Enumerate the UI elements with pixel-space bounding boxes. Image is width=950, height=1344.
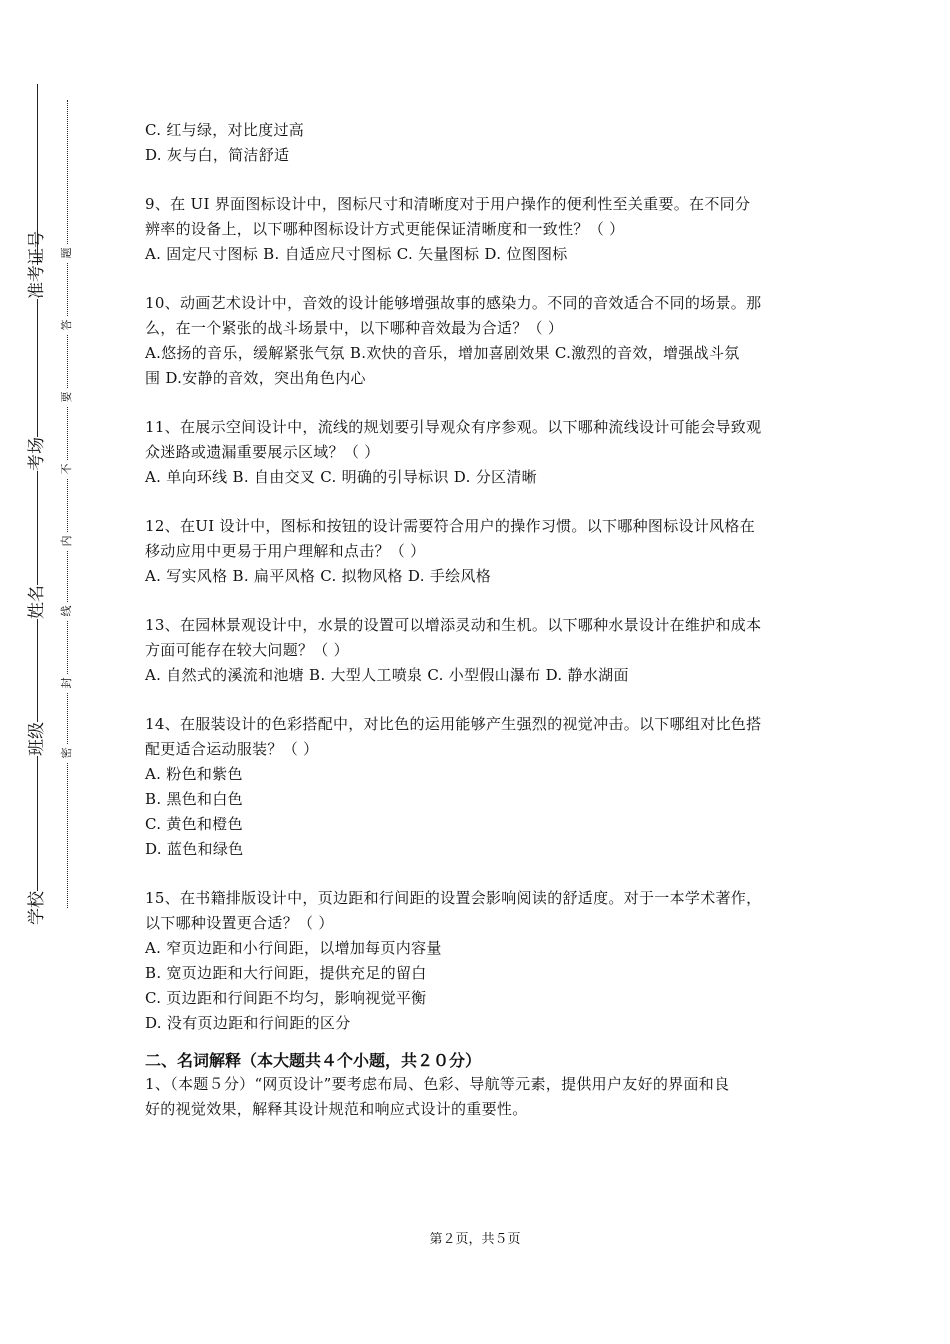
binding-margin	[0, 0, 100, 1344]
seal-char: 线	[60, 602, 74, 620]
question-block	[145, 192, 810, 267]
question-text: 1、（本题５分）“网页设计”要考虑布局、色彩、导航等元素，提供用户友好的界面和良	[145, 1075, 730, 1093]
option-line: D. 没有页边距和行间距的区分	[145, 1014, 351, 1032]
question-text: 13、在园林景观设计中，水景的设置可以增添灵动和生机。以下哪种水景设计在维护和成本	[145, 616, 762, 634]
option-line: B. 黑色和白色	[145, 790, 243, 808]
option-line: C. 页边距和行间距不均匀，影响视觉平衡	[145, 989, 427, 1007]
exam-content	[145, 118, 810, 1122]
option-line: A. 固定尺寸图标 B. 自适应尺寸图标 C. 矢量图标 D. 位图图标	[145, 245, 568, 263]
seal-char: 答	[60, 316, 74, 334]
option-line: C. 黄色和橙色	[145, 815, 243, 833]
option-line: D. 蓝色和绿色	[145, 840, 244, 858]
seal-char: 内	[60, 532, 74, 550]
question-block	[145, 514, 810, 589]
seal-char: 封	[60, 674, 74, 692]
question-text: 12、在UI 设计中，图标和按钮的设计需要符合用户的操作习惯。以下哪种图标设计风格在	[145, 517, 756, 535]
question-text: 方面可能存在较大问题？（ ）	[145, 641, 349, 659]
school-label: 学校	[27, 891, 47, 925]
name-label: 姓名	[27, 585, 47, 619]
question-block	[145, 291, 810, 391]
question-block	[145, 415, 810, 490]
option-line: A. 单向环线 B. 自由交叉 C. 明确的引导标识 D. 分区清晰	[145, 468, 537, 486]
binding-solid-line	[37, 84, 38, 924]
option-line: D. 灰与白，简洁舒适	[145, 146, 290, 164]
question-text: 10、动画艺术设计中，音效的设计能够增强故事的感染力。不同的音效适合不同的场景。那	[145, 294, 762, 312]
option-line: A.悠扬的音乐，缓解紧张气氛 B.欢快的音乐，增加喜剧效果 C.激烈的音效，增强战斗氛	[145, 344, 740, 362]
question-text: 9、在 UI 界面图标设计中，图标尺寸和清晰度对于用户操作的便利性至关重要。在不同分	[145, 195, 751, 213]
exam-room-label: 考场	[27, 437, 47, 471]
question-block	[145, 886, 810, 1036]
option-line: A. 自然式的溪流和池塘 B. 大型人工喷泉 C. 小型假山瀑布 D. 静水湖面	[145, 666, 629, 684]
question-block	[145, 712, 810, 862]
seal-dotted-line	[67, 100, 68, 908]
question-text: 辨率的设备上，以下哪种图标设计方式更能保证清晰度和一致性？（ ）	[145, 220, 625, 238]
question-text: 11、在展示空间设计中，流线的规划要引导观众有序参观。以下哪种流线设计可能会导致观	[145, 418, 762, 436]
question-block	[145, 118, 810, 168]
seal-char: 密	[60, 744, 74, 762]
question-text: 好的视觉效果，解释其设计规范和响应式设计的重要性。	[145, 1100, 528, 1118]
option-line: A. 窄页边距和小行间距，以增加每页内容量	[145, 939, 442, 957]
question-text: 14、在服装设计的色彩搭配中，对比色的运用能够产生强烈的视觉冲击。以下哪组对比色搭	[145, 715, 762, 733]
option-line: A. 写实风格 B. 扁平风格 C. 拟物风格 D. 手绘风格	[145, 567, 492, 585]
page-footer: 第２页，共５页	[429, 1232, 521, 1247]
seal-char: 要	[60, 388, 74, 406]
question-text: 众迷路或遗漏重要展示区域？（ ）	[145, 443, 380, 461]
question-block	[145, 613, 810, 688]
question-text: 15、在书籍排版设计中，页边距和行间距的设置会影响阅读的舒适度。对于一本学术著作，	[145, 889, 762, 907]
question-text: 以下哪种设置更合适？（ ）	[145, 914, 334, 932]
option-line: C. 红与绿，对比度过高	[145, 121, 305, 139]
section-title: 二、名词解释（本大题共４个小题，共２０分）	[145, 1051, 482, 1070]
class-label: 班级	[27, 722, 47, 756]
seal-char: 不	[60, 460, 74, 478]
exam-number-label: 准考证号	[27, 231, 47, 299]
option-line: A. 粉色和紫色	[145, 765, 243, 783]
seal-char: 题	[60, 244, 74, 262]
option-line: B. 宽页边距和大行间距，提供充足的留白	[145, 964, 427, 982]
question-text: 么，在一个紧张的战斗场景中，以下哪种音效最为合适？（ ）	[145, 319, 564, 337]
question-text: 移动应用中更易于用户理解和点击？（ ）	[145, 542, 426, 560]
question-block	[145, 1072, 810, 1122]
question-text: 配更适合运动服装？（ ）	[145, 740, 319, 758]
option-line: 围 D.安静的音效，突出角色内心	[145, 369, 366, 387]
